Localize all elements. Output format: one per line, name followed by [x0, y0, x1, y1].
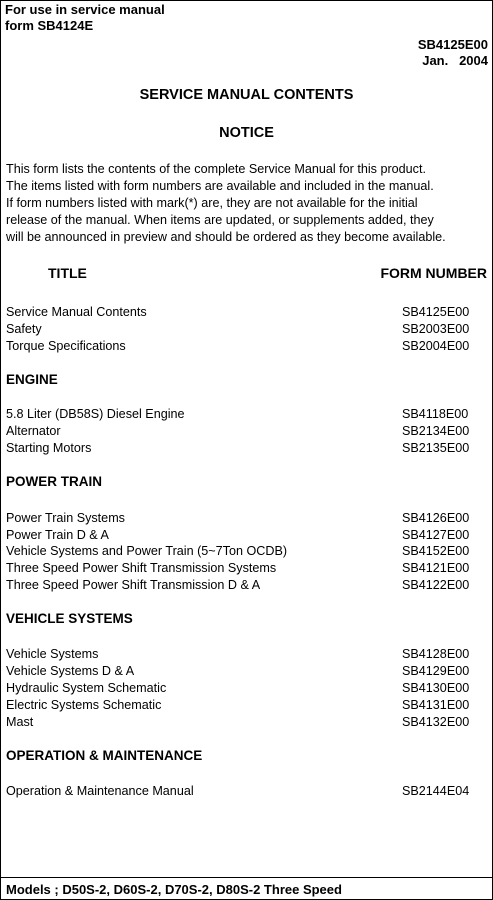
list-item	[6, 560, 474, 577]
item-title: 5.8 Liter (DB58S) Diesel Engine	[6, 407, 185, 421]
section-heading-operation-maintenance: OPERATION & MAINTENANCE	[6, 748, 203, 763]
notice-title: NOTICE	[219, 125, 274, 141]
footer-divider	[1, 877, 492, 878]
item-form-number: SB4121E00	[402, 561, 470, 575]
item-title: Vehicle Systems and Power Train (5~7Ton OCDB)	[6, 544, 288, 558]
list-item	[6, 406, 474, 423]
item-form-number: SB4125E00	[402, 305, 470, 319]
item-title: Operation & Maintenance Manual	[6, 784, 194, 798]
notice-line: The items listed with form numbers are available and included in the manual.	[6, 179, 434, 193]
header-form-line: form SB4124E	[5, 18, 94, 33]
item-form-number: SB4132E00	[402, 715, 470, 729]
document-number: SB4125E00	[417, 37, 488, 52]
item-form-number: SB4122E00	[402, 578, 470, 592]
section-heading-engine: ENGINE	[6, 372, 58, 387]
notice-line: This form lists the contents of the complete Service Manual for this product.	[6, 162, 426, 176]
item-title: Alternator	[6, 424, 61, 438]
section-heading-power-train: POWER TRAIN	[6, 474, 102, 489]
list-item	[6, 338, 474, 355]
list-item	[6, 646, 474, 663]
item-form-number: SB4128E00	[402, 647, 470, 661]
notice-line: If form numbers listed with mark(*) are, they are not available for the initial	[6, 196, 418, 210]
item-form-number: SB4118E00	[402, 407, 469, 421]
item-form-number: SB4129E00	[402, 664, 470, 678]
item-form-number: SB4127E00	[402, 528, 470, 542]
item-title: Three Speed Power Shift Transmission D & A	[6, 578, 261, 592]
item-title: Power Train Systems	[6, 511, 125, 525]
item-form-number: SB2135E00	[402, 441, 470, 455]
list-item	[6, 543, 474, 560]
item-title: Electric Systems Schematic	[6, 698, 162, 712]
column-header-form-number: FORM NUMBER	[380, 265, 487, 281]
item-form-number: SB2003E00	[402, 322, 470, 336]
list-item	[6, 697, 474, 714]
item-form-number: SB4131E00	[402, 698, 470, 712]
item-title: Hydraulic System Schematic	[6, 681, 167, 695]
list-item	[6, 321, 474, 338]
item-form-number: SB2144E04	[402, 784, 470, 798]
item-title: Safety	[6, 322, 42, 336]
notice-paragraph	[6, 161, 446, 246]
item-title: Service Manual Contents	[6, 305, 147, 319]
item-form-number: SB4130E00	[402, 681, 470, 695]
column-header-title: TITLE	[48, 265, 87, 281]
document-date: Jan. 2004	[422, 53, 488, 68]
item-title: Starting Motors	[6, 441, 92, 455]
list-item	[6, 663, 474, 680]
list-item	[6, 680, 474, 697]
notice-line: will be announced in preview and should be ordered as they become available.	[6, 230, 446, 244]
list-item	[6, 304, 474, 321]
header-right	[418, 37, 488, 69]
header-use-line: For use in service manual	[5, 2, 165, 17]
list-item	[6, 577, 474, 594]
item-form-number: SB4152E00	[402, 544, 470, 558]
list-item	[6, 714, 474, 731]
item-form-number: SB2004E00	[402, 339, 470, 353]
header-left	[5, 2, 165, 34]
list-item	[6, 527, 474, 544]
item-title: Vehicle Systems	[6, 647, 99, 661]
list-item	[6, 510, 474, 527]
item-title: Torque Specifications	[6, 339, 126, 353]
notice-line: release of the manual. When items are updated, or supplements added, they	[6, 213, 434, 227]
item-title: Three Speed Power Shift Transmission Systems	[6, 561, 277, 575]
item-title: Vehicle Systems D & A	[6, 664, 135, 678]
page-title: SERVICE MANUAL CONTENTS	[139, 87, 354, 103]
section-heading-vehicle-systems: VEHICLE SYSTEMS	[6, 611, 133, 626]
item-title: Power Train D & A	[6, 528, 109, 542]
footer-models: Models ; D50S-2, D60S-2, D70S-2, D80S-2 Three Speed	[6, 882, 342, 897]
item-form-number: SB4126E00	[402, 511, 470, 525]
item-title: Mast	[6, 715, 34, 729]
list-item	[6, 440, 474, 457]
list-item	[6, 423, 474, 440]
list-item	[6, 783, 474, 800]
item-form-number: SB2134E00	[402, 424, 470, 438]
